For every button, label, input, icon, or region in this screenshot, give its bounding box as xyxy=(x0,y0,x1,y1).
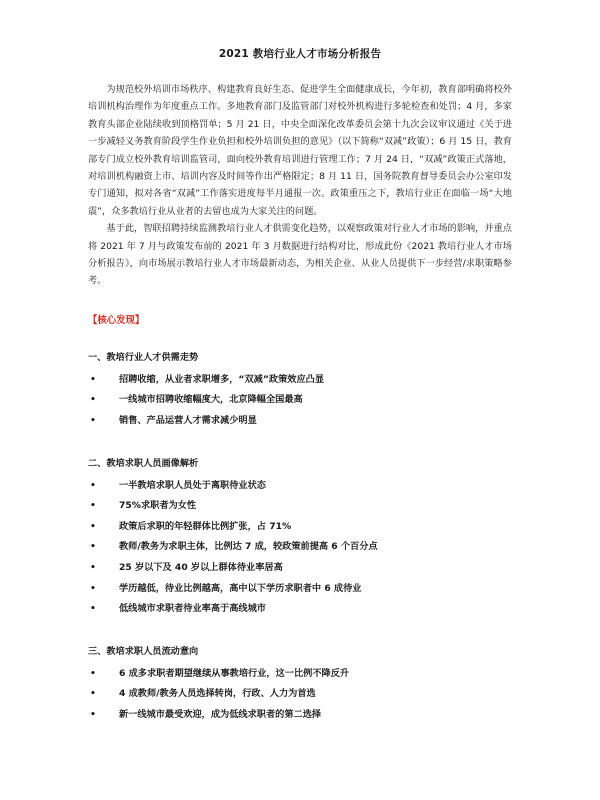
section-heading: 一、教培行业人才供需走势 xyxy=(88,351,199,363)
list-item xyxy=(88,599,512,620)
bullet-icon: • xyxy=(90,415,96,427)
core-findings-tag: 【核心发现】 xyxy=(88,314,145,326)
list-item xyxy=(88,370,512,391)
bullet-list xyxy=(88,476,512,620)
bullet-icon: • xyxy=(90,562,96,574)
list-item-text: 6 成多求职者期望继续从事教培行业，这一比例不降反升 xyxy=(119,667,350,679)
list-item-text: 招聘收缩，从业者求职增多，“双减”政策效应凸显 xyxy=(119,373,325,385)
list-item-text: 政策后求职的年轻群体比例扩张，占 71% xyxy=(119,520,292,532)
bullet-icon: • xyxy=(90,667,96,679)
list-item-text: 低线城市求职者待业率高于高线城市 xyxy=(119,603,266,615)
list-item xyxy=(88,664,512,685)
bullet-icon: • xyxy=(90,373,96,385)
list-item-text: 一线城市招聘收缩幅度大，北京降幅全国最高 xyxy=(119,394,303,406)
list-item xyxy=(88,537,512,558)
bullet-icon: • xyxy=(90,479,96,491)
section-heading: 三、教培求职人员流动意向 xyxy=(88,645,199,657)
intro-paragraph-2: 基于此，智联招聘持续监测教培行业人才供需变化趋势，以观察政策对行业人才市场的影响，并重点将 2021 年 7 月与政策发布前的 2021 年 3 月数据进行结构对比，形成此份《2021 教培行业人才市场分析报告》，向市场展示教培行业人才市场最新动态，为相关企业、从业人员提供下一步经营/求职策略参考。 xyxy=(88,223,512,287)
list-item xyxy=(88,684,512,705)
bullet-list xyxy=(88,370,512,432)
intro-paragraph-1: 为规范校外培训市场秩序、构建教育良好生态、促进学生全面健康成长，今年初，教育部明确将校外培训机构治理作为年度重点工作。多地教育部门及监管部门对校外机构进行多轮检查和处罚；4 月，多家教育头部企业陆续收到顶格罚单；5 月 21 日，中央全面深化改革委员会第十九次会议审议通过《关于进一步减轻义务教育阶段学生作业负担和校外培训负担的意见》（以下简称“双减”政策）；6 月 15 日，教育部专门成立校外教育培训监管司，面向校外教育培训进行管理工作；7 月 24 日，“双减”政策正式落地，对培训机构融资上市、培训内容及时间等作出严格限定；8 月 11 日，国务院教育督导委员会办公室印发专门通知，拟对各省“双减”工作落实进度每半月通报一次。政策重压之下，教培行业正在面临一场“大地震”，众多教培行业从业者的去留也成为大家关注的问题。 xyxy=(88,84,512,217)
bullet-icon: • xyxy=(90,688,96,700)
list-item-text: 一半教培求职人员处于离职待业状态 xyxy=(119,479,266,491)
list-item xyxy=(88,411,512,432)
list-item-text: 教师/教务为求职主体，比例达 7 成，较政策前提高 6 个百分点 xyxy=(119,541,378,553)
list-item-text: 学历越低，待业比例越高，高中以下学历求职者中 6 成待业 xyxy=(119,582,362,594)
section-mobility-intentions xyxy=(88,644,512,726)
bullet-icon: • xyxy=(90,709,96,720)
list-item-text: 75%求职者为女性 xyxy=(119,500,197,512)
section-heading: 二、教培求职人员画像解析 xyxy=(88,457,199,469)
list-item-text: 25 岁以下及 40 岁以上群体待业率居高 xyxy=(119,562,283,574)
bullet-icon: • xyxy=(90,541,96,553)
bullet-icon: • xyxy=(90,582,96,594)
list-item xyxy=(88,390,512,411)
list-item-text: 新一线城市最受欢迎，成为低线求职者的第二选择 xyxy=(119,709,322,720)
document-title: 2021 教培行业人才市场分析报告 xyxy=(218,48,382,60)
list-item xyxy=(88,496,512,517)
bullet-list xyxy=(88,664,512,726)
bullet-icon: • xyxy=(90,500,96,512)
list-item-text: 4 成教师/教务人员选择转岗，行政、人力为首选 xyxy=(119,688,316,700)
list-item xyxy=(88,476,512,497)
bullet-icon: • xyxy=(90,603,96,615)
list-item xyxy=(88,579,512,600)
list-item-text: 销售、产品运营人才需求减少明显 xyxy=(119,415,257,427)
list-item xyxy=(88,558,512,579)
section-supply-demand xyxy=(88,350,512,432)
list-item xyxy=(88,517,512,538)
bullet-icon: • xyxy=(90,394,96,406)
list-item xyxy=(88,705,512,726)
bullet-icon: • xyxy=(90,520,96,532)
section-job-seeker-profile xyxy=(88,456,512,620)
